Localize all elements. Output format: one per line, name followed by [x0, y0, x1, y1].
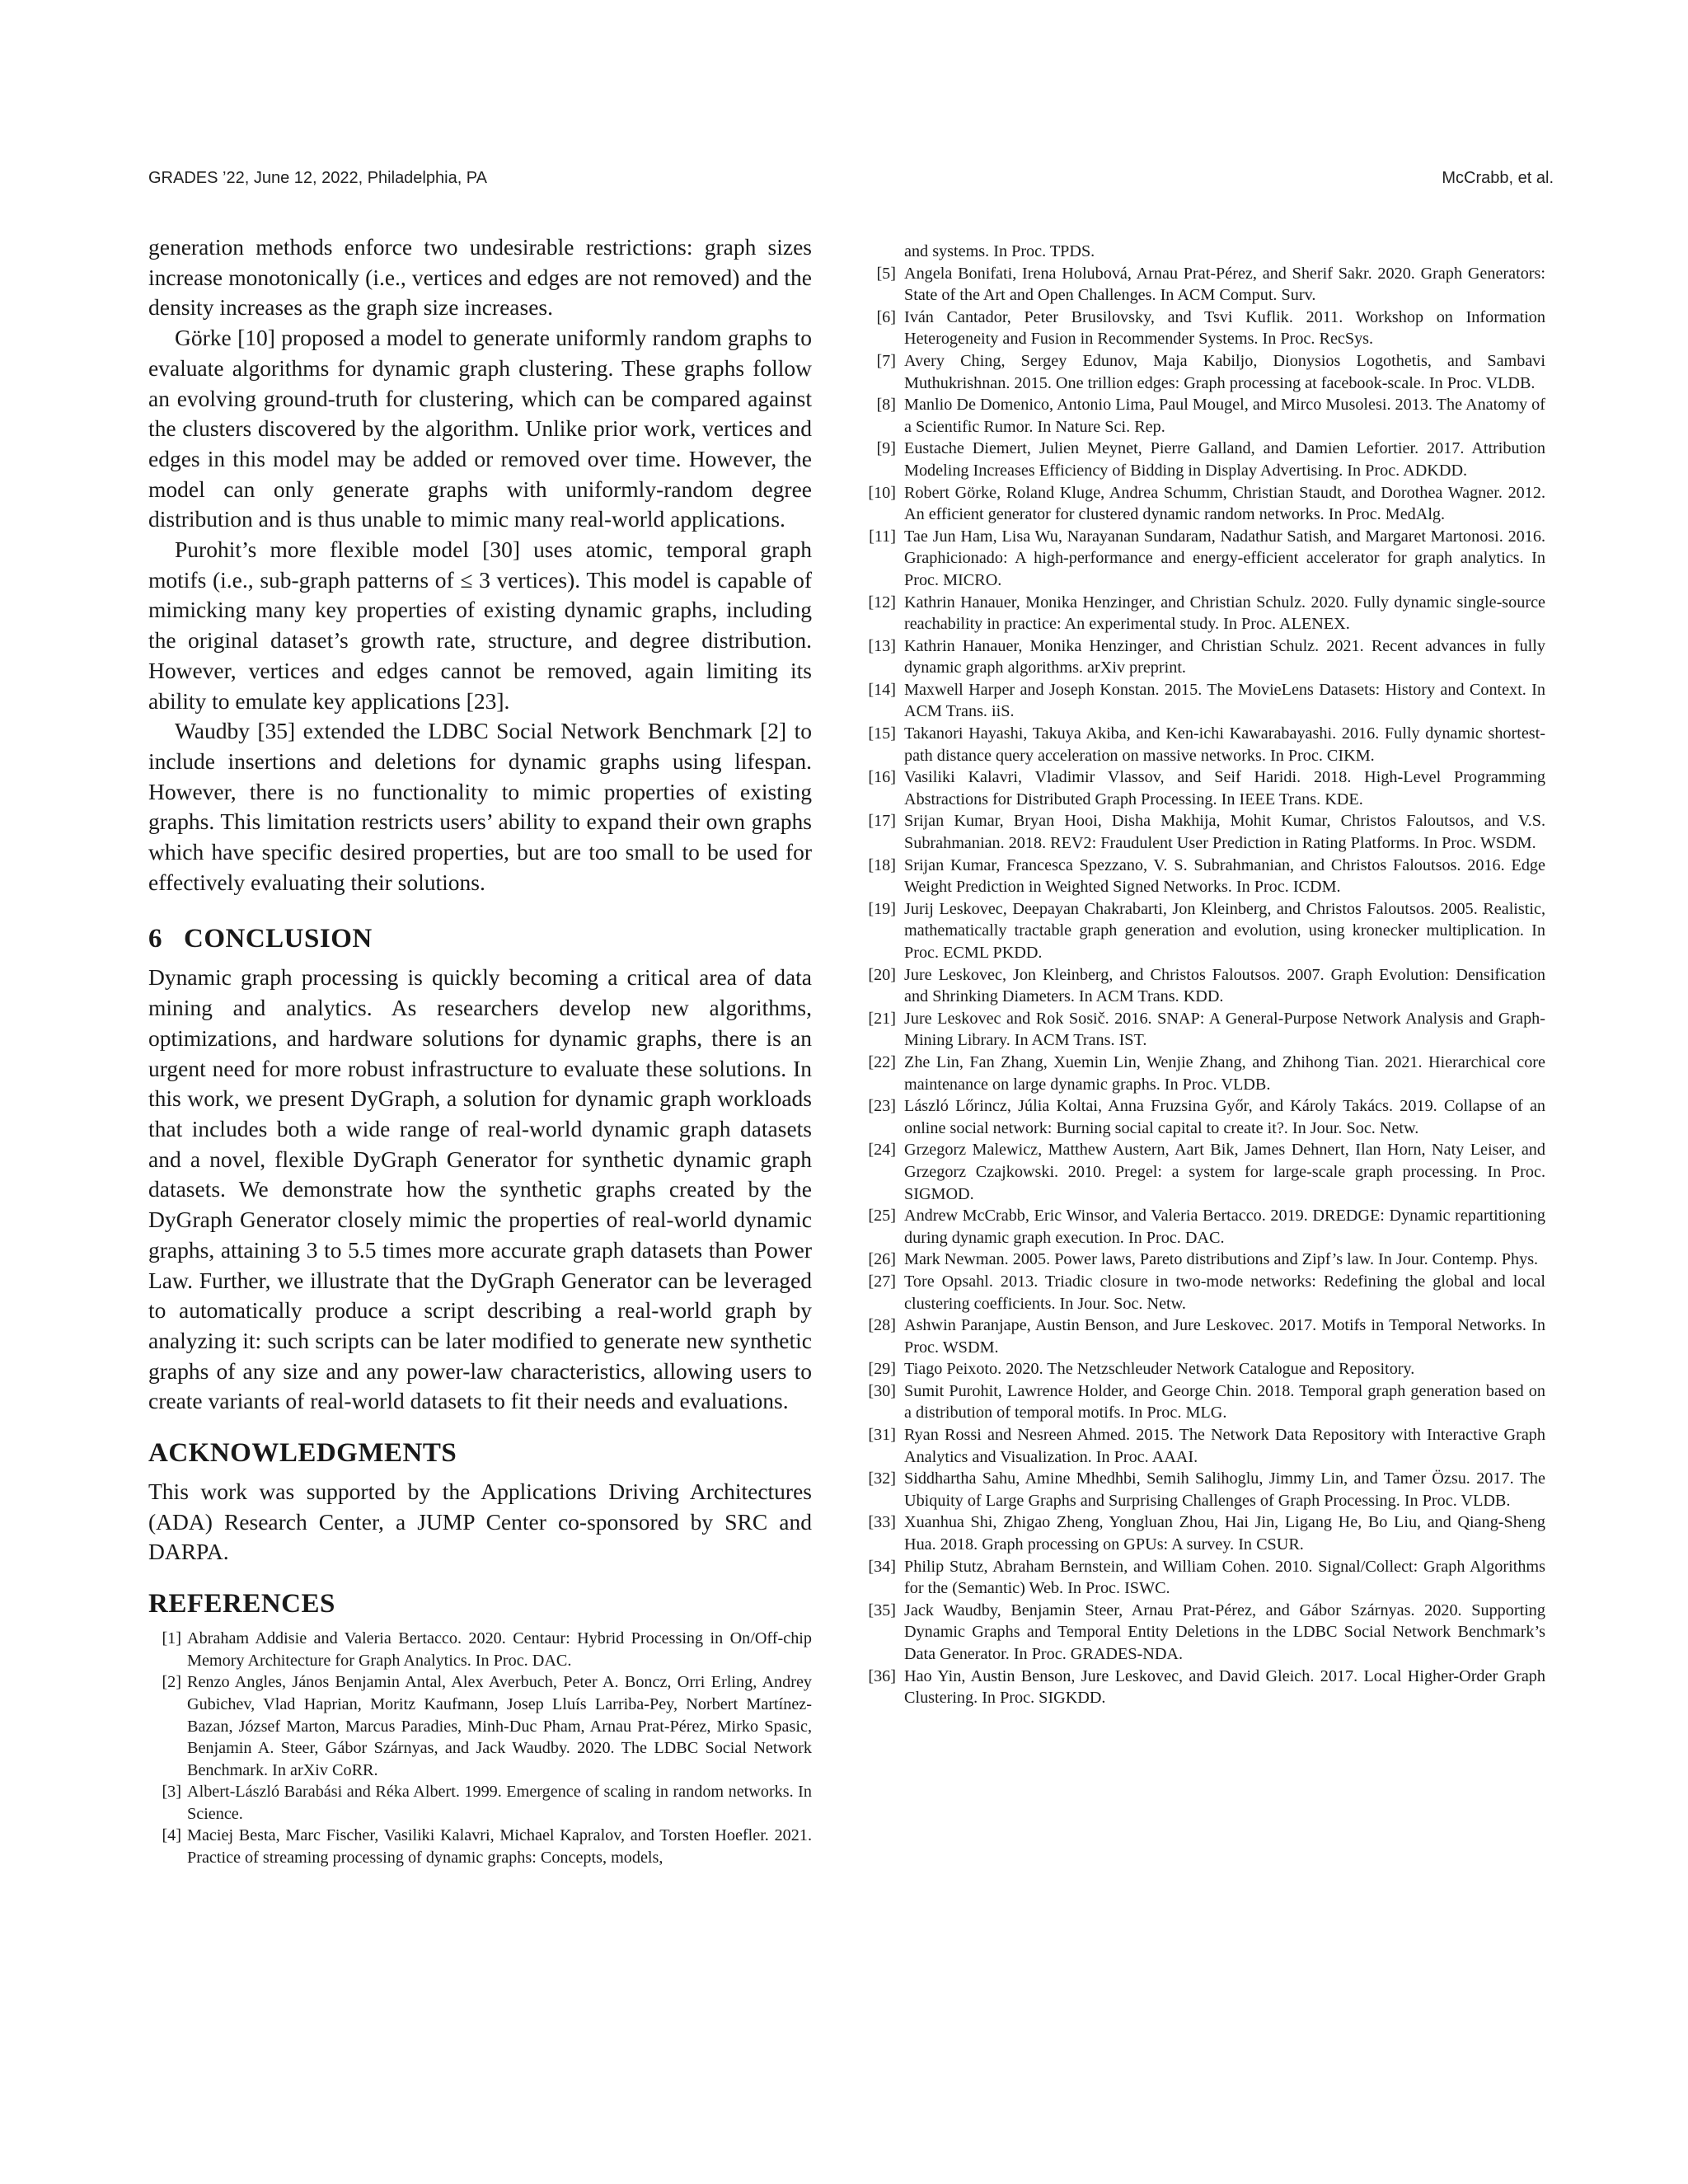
reference-number: [7] — [876, 351, 896, 370]
reference-item — [861, 1358, 1545, 1380]
reference-item — [861, 350, 1545, 394]
reference-number: [19] — [868, 899, 896, 918]
conclusion-text: Dynamic graph processing is quickly becoming a critical area of data mining and analytics. As researchers develop new algorithms, optimizations, and hardware solutions for dynamic graphs, there is an urgent need for more robust infrastructure to evaluate these solutions. In this work, we present DyGraph, a solution for dynamic graph workloads that includes both a wide range of real-world dynamic graph datasets and a novel, flexible DyGraph Generator for synthetic dynamic graph datasets. We demonstrate how the synthetic graphs created by the DyGraph Generator closely mimic the properties of real-world dynamic graphs, attaining 3 to 5.5 times more accurate graph datasets than Power Law. Further, we illustrate that the DyGraph Generator can be leveraged to automatically produce a script describing a real-world graph by analyzing it: such scripts can be later modified to generate new synthetic graphs of any size and any power-law characteristics, allowing users to create variants of real-world datasets to fit their needs and evaluations. — [148, 964, 812, 1414]
reference-item — [861, 1424, 1545, 1468]
section-number: 6 — [148, 924, 162, 954]
reference-text: Xuanhua Shi, Zhigao Zheng, Yongluan Zhou, Hai Jin, Ligang He, Bo Liu, and Qiang-Sheng Hua. 2018. Graph processing on GPUs: A survey. In CSUR. — [904, 1513, 1545, 1554]
reference-number: [13] — [868, 636, 896, 655]
reference-item — [861, 263, 1545, 307]
reference-number: [21] — [868, 1009, 896, 1028]
reference-item — [861, 394, 1545, 438]
reference-item — [861, 1315, 1545, 1358]
reference-number: [3] — [162, 1783, 181, 1802]
reference-item — [861, 1468, 1545, 1511]
reference-item — [861, 723, 1545, 766]
reference-number: [34] — [868, 1557, 896, 1576]
reference-text: Eustache Diemert, Julien Meynet, Pierre Galland, and Damien Lefortier. 2017. Attribution Modeling Increases Efficiency of Bidding in Display Advertising. In Proc. ADKDD. — [904, 439, 1545, 480]
reference-list-right — [861, 263, 1545, 1709]
reference-text: Siddhartha Sahu, Amine Mhedhbi, Semih Salihoglu, Jimmy Lin, and Tamer Özsu. 2017. The Ubiquity of Large Graphs and Surprising Challenges of Graph Processing. In Proc. VLDB. — [904, 1469, 1545, 1510]
reference-text: Kathrin Hanauer, Monika Henzinger, and Christian Schulz. 2021. Recent advances in fully dynamic graph algorithms. arXiv preprint. — [904, 636, 1545, 677]
reference-text: Zhe Lin, Fan Zhang, Xuemin Lin, Wenjie Zhang, and Zhihong Tian. 2021. Hierarchical core maintenance on large dynamic graphs. In Proc. VLDB. — [904, 1052, 1545, 1094]
reference-text: Kathrin Hanauer, Monika Henzinger, and Christian Schulz. 2020. Fully dynamic single-source reachability in practice: An experimental study. In Proc. ALENEX. — [904, 593, 1545, 634]
reference-item — [861, 1205, 1545, 1249]
reference-number: [2] — [162, 1673, 181, 1692]
reference-text: Vasiliki Kalavri, Vladimir Vlassov, and Seif Haridi. 2018. High-Level Programming Abstractions for Distributed Graph Processing. In IEEE Trans. KDE. — [904, 768, 1545, 808]
reference-item — [148, 1781, 812, 1825]
reference-number: [33] — [868, 1513, 896, 1532]
reference-item — [861, 898, 1545, 964]
reference-item — [861, 1511, 1545, 1555]
reference-text: Tiago Peixoto. 2020. The Netzschleuder Network Catalogue and Repository. — [904, 1360, 1415, 1379]
reference-item — [148, 1671, 812, 1781]
reference-number: [25] — [868, 1207, 896, 1226]
reference-number: [10] — [868, 483, 896, 502]
reference-item — [861, 1271, 1545, 1315]
reference-item — [861, 1095, 1545, 1139]
section-heading-conclusion — [148, 924, 812, 954]
reference-text: Maxwell Harper and Joseph Konstan. 2015. The MovieLens Datasets: History and Context. In ACM Trans. iiS. — [904, 680, 1545, 721]
reference-number: [29] — [868, 1360, 896, 1379]
reference-item — [861, 592, 1545, 635]
reference-item — [861, 766, 1545, 810]
reference-text: Tore Opsahl. 2013. Triadic closure in two-mode networks: Redefining the global and local clustering coefficients. In Jour. Soc. Netw. — [904, 1272, 1545, 1313]
reference-item — [861, 1008, 1545, 1052]
reference-number: [35] — [868, 1601, 896, 1619]
reference-text: Maciej Besta, Marc Fischer, Vasiliki Kalavri, Michael Kapralov, and Torsten Hoefler. 2021. Practice of streaming processing of dynamic graphs: Concepts, models, — [187, 1826, 812, 1868]
reference-number: [27] — [868, 1272, 896, 1291]
running-header-left: GRADES ’22, June 12, 2022, Philadelphia, PA — [148, 169, 487, 187]
reference-text: Avery Ching, Sergey Edunov, Maja Kabiljo, Dionysios Logothetis, and Sambavi Muthukrishnan. 2015. One trillion edges: Graph processing at facebook-scale. In Proc. VLDB. — [904, 351, 1545, 392]
reference-text: Jure Leskovec, Jon Kleinberg, and Christos Faloutsos. 2007. Graph Evolution: Densification and Shrinking Diameters. In ACM Trans. KDD. — [904, 965, 1545, 1006]
reference-list-left — [148, 1628, 812, 1869]
reference-text: Robert Görke, Roland Kluge, Andrea Schumm, Christian Staudt, and Dorothea Wagner. 2012. An efficient generator for clustered dynamic random networks. In Proc. MedAlg. — [904, 483, 1545, 524]
reference-number: [23] — [868, 1097, 896, 1116]
reference-number: [28] — [868, 1316, 896, 1335]
reference-text: Sumit Purohit, Lawrence Holder, and George Chin. 2018. Temporal graph generation based on a distribution of temporal motifs. In Proc. MLG. — [904, 1381, 1545, 1422]
reference-text: Abraham Addisie and Valeria Bertacco. 2020. Centaur: Hybrid Processing in On/Off-chip Memory Architecture for Graph Analytics. In Proc. DAC. — [187, 1629, 812, 1670]
reference-text: Ashwin Paranjape, Austin Benson, and Jure Leskovec. 2017. Motifs in Temporal Networks. In Proc. WSDM. — [904, 1316, 1545, 1357]
reference-text: Ryan Rossi and Nesreen Ahmed. 2015. The Network Data Repository with Interactive Graph Analytics and Visualization. In Proc. AAAI. — [904, 1426, 1545, 1466]
running-header-right: McCrabb, et al. — [1442, 169, 1554, 187]
reference-number: [5] — [876, 264, 896, 283]
reference-text: Grzegorz Malewicz, Matthew Austern, Aart Bik, James Dehnert, Ilan Horn, Naty Leiser, and Grzegorz Czajkowski. 2010. Pregel: a system for large-scale graph processing. In Proc. SIGMOD. — [904, 1141, 1545, 1203]
reference-number: [24] — [868, 1141, 896, 1160]
reference-number: [17] — [868, 812, 896, 831]
reference-text: Hao Yin, Austin Benson, Jure Leskovec, and David Gleich. 2017. Local Higher-Order Graph Clustering. In Proc. SIGKDD. — [904, 1666, 1545, 1708]
left-column — [148, 232, 812, 1869]
reference-text: Renzo Angles, János Benjamin Antal, Alex Averbuch, Peter A. Boncz, Orri Erling, Andrey Gubichev, Vlad Haprian, Moritz Kaufmann, Josep Lluís Larriba-Pey, Norbert Martínez-Bazan, József Marton, Marcus Paradies, Minh-Duc Pham, Arnau Prat-Pérez, Mirko Spasic, Benjamin A. Steer, Gábor Szárnyas, and Jack Waudby. 2020. The LDBC Social Network Benchmark. In arXiv CoRR. — [187, 1673, 812, 1779]
reference-number: [30] — [868, 1381, 896, 1400]
paragraph-purohit: Purohit’s more flexible model [30] uses atomic, temporal graph motifs (i.e., sub-graph patterns of ≤ 3 vertices). This model is capable of mimicking many key properties of existing dynamic graphs, including the original dataset’s growth rate, structure, and degree distribution. However, vertices and edges cannot be removed, again limiting its ability to emulate key applications [23]. — [148, 537, 812, 714]
reference-number: [22] — [868, 1052, 896, 1071]
reference-number: [31] — [868, 1426, 896, 1445]
reference-item — [148, 1825, 812, 1868]
reference-item — [861, 679, 1545, 723]
reference-text: Mark Newman. 2005. Power laws, Pareto distributions and Zipf’s law. In Jour. Contemp. Phys. — [904, 1250, 1539, 1269]
reference-item — [861, 307, 1545, 350]
reference-text: Iván Cantador, Peter Brusilovsky, and Tsvi Kuflik. 2011. Workshop on Information Heterogeneity and Fusion in Recommender Systems. In Proc. RecSys. — [904, 307, 1545, 349]
reference-item — [861, 1052, 1545, 1095]
reference-item — [861, 964, 1545, 1008]
reference-number: [32] — [868, 1469, 896, 1488]
reference-continuation: and systems. In Proc. TPDS. — [904, 242, 1095, 260]
reference-number: [4] — [162, 1826, 181, 1845]
reference-item — [861, 526, 1545, 592]
reference-item — [861, 438, 1545, 481]
reference-text: Srijan Kumar, Francesca Spezzano, V. S. Subrahmanian, and Christos Faloutsos. 2016. Edge Weight Prediction in Weighted Signed Networks. In Proc. ICDM. — [904, 855, 1545, 897]
reference-number: [12] — [868, 593, 896, 612]
reference-text: Angela Bonifati, Irena Holubová, Arnau Prat-Pérez, and Sherif Sakr. 2020. Graph Generators: State of the Art and Open Challenges. In ACM Comput. Surv. — [904, 264, 1545, 305]
acknowledgments-text: This work was supported by the Applications Driving Architectures (ADA) Research Center, a JUMP Center co-sponsored by SRC and DARPA. — [148, 1479, 812, 1565]
reference-item — [861, 1600, 1545, 1666]
paragraph-waudby: Waudby [35] extended the LDBC Social Network Benchmark [2] to include insertions and deletions for dynamic graphs using lifespan. However, there is no functionality to mimic properties of existing graphs. This limitation restricts users’ ability to expand their own graphs which have specific desired properties, but are too small to be used for effectively evaluating their solutions. — [148, 718, 812, 895]
reference-text: Albert-László Barabási and Réka Albert. 1999. Emergence of scaling in random networks. In Science. — [187, 1783, 812, 1823]
reference-text: Jack Waudby, Benjamin Steer, Arnau Prat-Pérez, and Gábor Szárnyas. 2020. Supporting Dynamic Graphs and Temporal Entity Deletions in the LDBC Social Network Benchmark’s Data Generator. In Proc. GRADES-NDA. — [904, 1601, 1545, 1663]
section-heading-references: REFERENCES — [148, 1589, 335, 1619]
reference-number: [20] — [868, 965, 896, 984]
reference-item — [861, 1249, 1545, 1271]
reference-number: [15] — [868, 724, 896, 743]
reference-text: Andrew McCrabb, Eric Winsor, and Valeria Bertacco. 2019. DREDGE: Dynamic repartitioning during dynamic graph execution. In Proc. DAC. — [904, 1207, 1545, 1247]
reference-item — [861, 810, 1545, 854]
reference-item — [861, 1139, 1545, 1205]
reference-item — [861, 482, 1545, 526]
paragraph-gorke: Görke [10] proposed a model to generate uniformly random graphs to evaluate algorithms for dynamic graph clustering. These graphs follow an evolving ground-truth for clustering, which can be compared against the clusters discovered by the algorithm. Unlike prior work, vertices and edges in this model may be added or removed over time. However, the model can only generate graphs with uniformly-random degree distribution and is thus unable to mimic many real-world applications. — [148, 325, 812, 532]
reference-text: Srijan Kumar, Bryan Hooi, Disha Makhija, Mohit Kumar, Christos Faloutsos, and V.S. Subrahmanian. 2018. REV2: Fraudulent User Prediction in Rating Platforms. In Proc. WSDM. — [904, 812, 1545, 853]
reference-item — [861, 635, 1545, 679]
reference-number: [14] — [868, 680, 896, 699]
reference-item — [148, 1628, 812, 1671]
reference-number: [16] — [868, 768, 896, 787]
reference-item — [861, 1556, 1545, 1600]
reference-item — [861, 855, 1545, 898]
reference-text: Takanori Hayashi, Takuya Akiba, and Ken-ichi Kawarabayashi. 2016. Fully dynamic shortest-path distance query acceleration on massive networks. In Proc. CIKM. — [904, 724, 1545, 765]
reference-number: [18] — [868, 855, 896, 874]
reference-text: Jurij Leskovec, Deepayan Chakrabarti, Jon Kleinberg, and Christos Faloutsos. 2005. Realistic, mathematically tractable graph generation and evolution, using kronecker multiplication. In Proc. ECML PKDD. — [904, 899, 1545, 962]
paragraph-generation-methods: generation methods enforce two undesirable restrictions: graph sizes increase monotonically (i.e., vertices and edges are not removed) and the density increases as the graph size increases. — [148, 234, 812, 321]
reference-text: Jure Leskovec and Rok Sosič. 2016. SNAP: A General-Purpose Network Analysis and Graph-Mining Library. In ACM Trans. IST. — [904, 1009, 1545, 1050]
reference-text: Manlio De Domenico, Antonio Lima, Paul Mougel, and Mirco Musolesi. 2013. The Anatomy of a Scientific Rumor. In Nature Sci. Rep. — [904, 396, 1545, 436]
right-column — [861, 241, 1545, 1709]
reference-number: [9] — [876, 439, 896, 458]
reference-number: [26] — [868, 1250, 896, 1269]
reference-number: [11] — [869, 527, 896, 546]
reference-text: Philip Stutz, Abraham Bernstein, and William Cohen. 2010. Signal/Collect: Graph Algorithms for the (Semantic) Web. In Proc. ISWC. — [904, 1557, 1545, 1598]
reference-number: [8] — [876, 396, 896, 415]
reference-item — [861, 1666, 1545, 1709]
reference-text: Tae Jun Ham, Lisa Wu, Narayanan Sundaram, Nadathur Satish, and Margaret Martonosi. 2016. Graphicionado: A high-performance and energy-efficient accelerator for graph analytics. In Proc. MICRO. — [904, 527, 1545, 589]
section-heading-acknowledgments: ACKNOWLEDGMENTS — [148, 1438, 457, 1469]
section-title: CONCLUSION — [184, 924, 373, 954]
reference-number: [1] — [162, 1629, 181, 1648]
reference-number: [6] — [876, 307, 896, 326]
reference-text: László Lőrincz, Júlia Koltai, Anna Fruzsina Győr, and Károly Takács. 2019. Collapse of an online social network: Burning social capital to create it?. In Jour. Soc. Netw. — [904, 1097, 1545, 1137]
reference-item — [861, 1380, 1545, 1424]
reference-number: [36] — [868, 1666, 896, 1685]
